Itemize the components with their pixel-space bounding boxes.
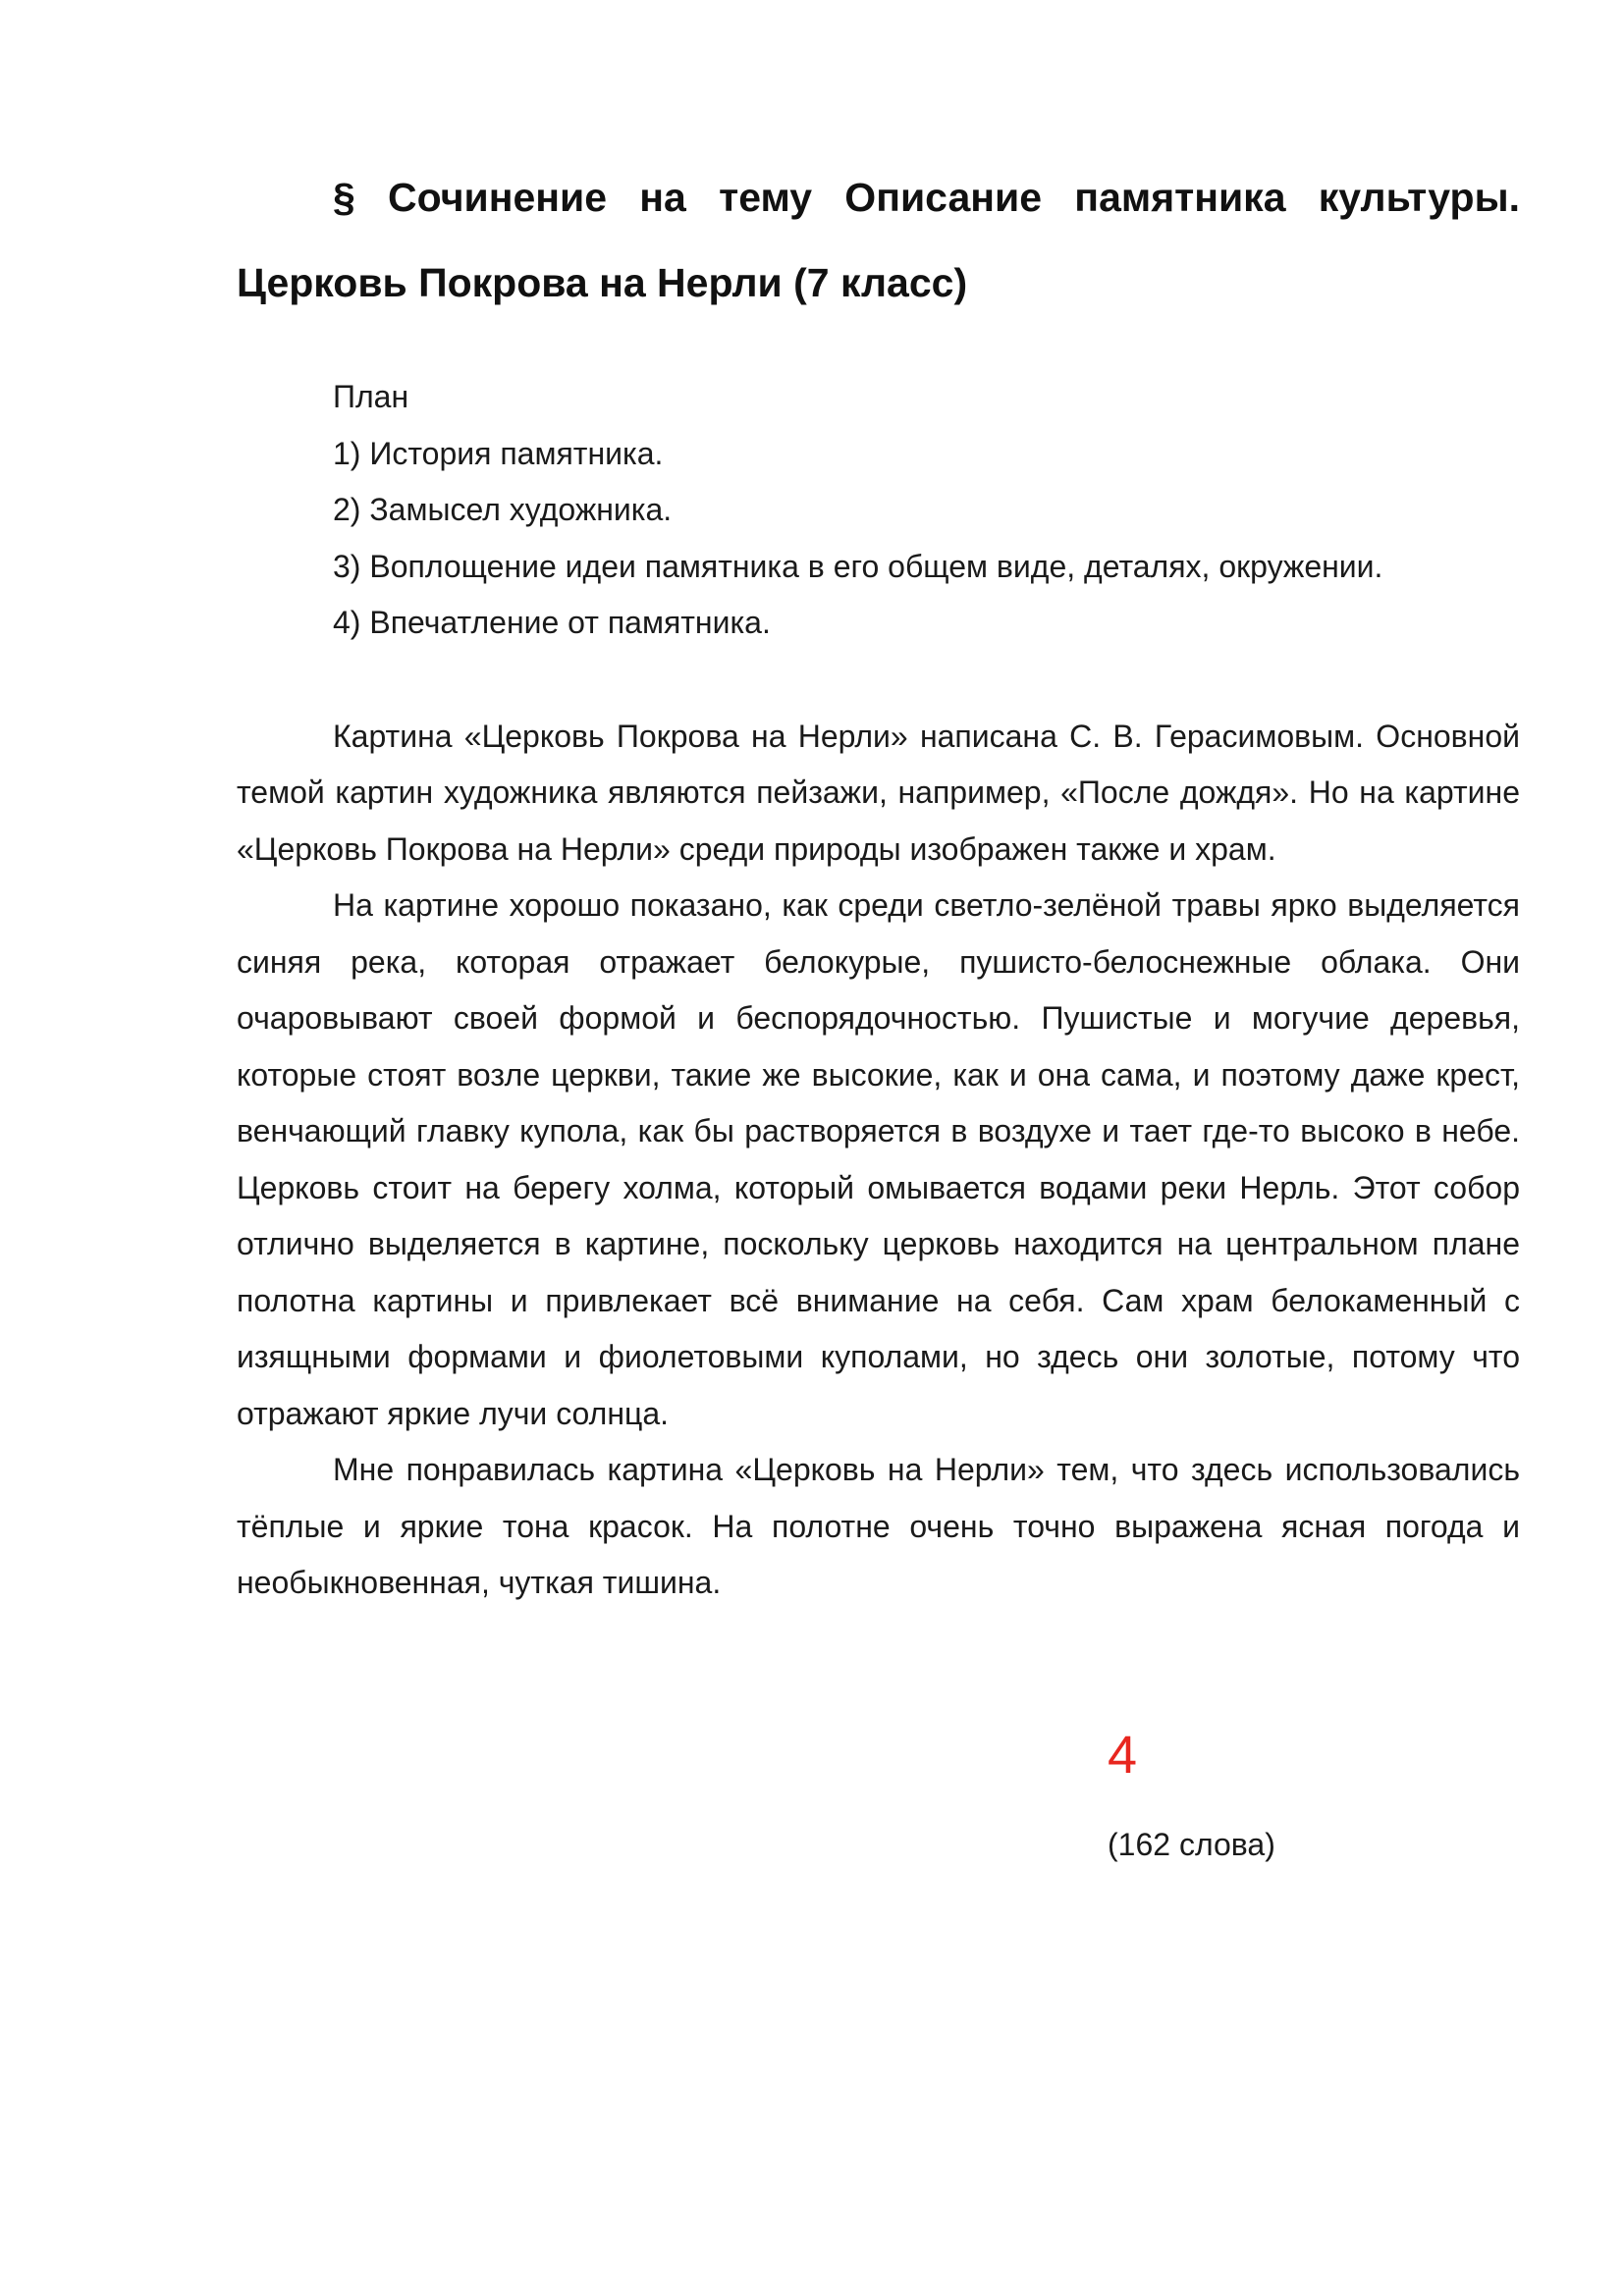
plan-item: 1) История памятника.	[333, 435, 664, 471]
grade-mark: 4	[1108, 1726, 1138, 1785]
essay-paragraph: Картина «Церковь Покрова на Нерли» написана С. В. Герасимовым. Основной темой картин художника являются пейзажи, например, «После дождя». Но на картине «Церковь Покрова на Нерли» среди природы изображен также и храм.	[237, 718, 1520, 867]
document-content	[237, 155, 1520, 1612]
plan-item: 3) Воплощение идеи памятника в его общем виде, деталях, окружении.	[333, 548, 1383, 584]
essay-body	[237, 709, 1520, 1612]
essay-title: § Сочинение на тему Описание памятника культуры. Церковь Покрова на Нерли (7 класс)	[237, 175, 1520, 305]
plan-heading: План	[333, 379, 409, 414]
plan-item: 2) Замысел художника.	[333, 492, 673, 527]
plan-item: 4) Впечатление от памятника.	[333, 605, 771, 640]
word-count: (162 слова)	[1108, 1827, 1275, 1862]
essay-paragraph: Мне понравилась картина «Церковь на Нерли» тем, что здесь использовались тёплые и яркие тона красок. На полотне очень точно выражена ясная погода и необыкновенная, чуткая тишина.	[237, 1452, 1520, 1600]
plan-section	[237, 369, 1520, 652]
essay-paragraph: На картине хорошо показано, как среди светло-зелёной травы ярко выделяется синяя река, которая отражает белокурые, пушисто-белоснежные облака. Они очаровывают своей формой и беспорядочностью. Пушистые и могучие деревья, которые стоят возле церкви, такие же высокие, как и она сама, и поэтому даже крест, венчающий главку купола, как бы растворяется в воздухе и тает где-то высоко в небе. Церковь стоит на берегу холма, который омывается водами реки Нерль. Этот собор отлично выделяется в картине, поскольку церковь находится на центральном плане полотна картины и привлекает всё внимание на себя. Сам храм белокаменный с изящными формами и фиолетовыми куполами, но здесь они золотые, потому что отражают яркие лучи солнца.	[237, 887, 1520, 1431]
